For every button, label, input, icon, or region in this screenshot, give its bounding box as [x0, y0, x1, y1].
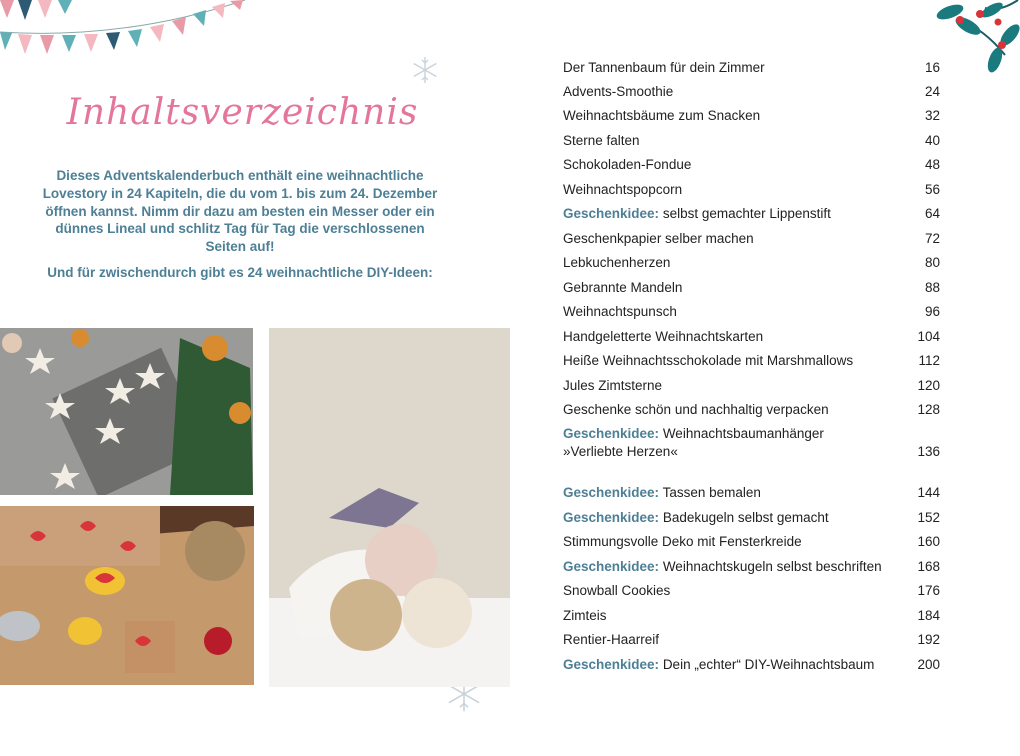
toc-entry — [563, 83, 940, 101]
toc-entry-text: Weihnachtskugeln selbst beschriften — [662, 558, 882, 574]
toc-entry-title — [563, 582, 670, 600]
toc-entry — [563, 656, 940, 674]
toc-entry-text: Snowball Cookies — [563, 583, 671, 598]
toc-entry — [563, 484, 940, 502]
toc-entry-title — [563, 484, 761, 502]
toc-entry — [563, 279, 940, 297]
toc-page-number: 96 — [924, 304, 940, 319]
toc-page-number: 104 — [917, 328, 940, 344]
toc-entry-text: selbst gemachter Lippenstift — [662, 206, 831, 221]
toc-page-number: 32 — [924, 108, 940, 123]
toc-page-number: 64 — [924, 206, 940, 221]
toc-entry — [563, 558, 940, 576]
toc-entry-prefix: Geschenkidee: — [563, 656, 660, 672]
toc-entry-title — [563, 156, 691, 174]
toc-page-number: 168 — [917, 558, 940, 574]
toc-entry-text: Tassen bemalen — [662, 485, 761, 500]
toc-entry-title — [563, 83, 673, 101]
toc-entry — [563, 107, 940, 125]
toc-entry-prefix: Geschenkidee: — [563, 426, 660, 441]
toc-entry-title — [563, 401, 829, 419]
toc-entry-prefix: Geschenkidee: — [563, 485, 660, 500]
photo-bath-bombs — [269, 328, 510, 687]
toc-page-number: 48 — [924, 157, 940, 172]
toc-entry-title — [563, 254, 670, 272]
intro-paragraph: Dieses Adventskalenderbuch enthält eine weihnachtliche Lovestory in 24 Kapiteln, die du vom 1. bis zum 24. Dezember öffnen kannst. Nimm dir dazu am besten ein Messer oder ein dünnes Lineal und schlitz Tag für Tag die verschlossenen Seiten auf! — [42, 168, 438, 255]
toc-page-number: 80 — [924, 255, 940, 270]
toc-page-number: 128 — [917, 402, 940, 417]
toc-page-number: 176 — [917, 583, 940, 598]
toc-entry — [563, 156, 940, 174]
page-title: Inhaltsverzeichnis — [66, 92, 419, 133]
toc-page-number: 192 — [917, 632, 940, 647]
photo-cinnamon-star-cookies — [0, 328, 253, 495]
toc-entry-title — [563, 656, 874, 674]
bunting-garland — [0, 0, 250, 60]
toc-entry-title — [563, 425, 824, 461]
toc-entry-text: Handgeletterte Weihnachtskarten — [563, 328, 764, 344]
toc-entry-text: Lebkuchenherzen — [563, 255, 671, 270]
toc-entry-title — [563, 377, 662, 395]
toc-entry — [563, 401, 940, 419]
toc-entry-text: Geschenkpapier selber machen — [563, 230, 754, 246]
toc-entry-text: Weihnachtsbaumanhänger — [662, 426, 824, 441]
toc-page-number: 152 — [917, 509, 940, 525]
snowflake-icon — [410, 55, 440, 85]
toc-entry-text-line2: »Verliebte Herzen« — [563, 444, 678, 459]
toc-entry-text: Rentier-Haarreif — [563, 632, 660, 647]
intro-text-block — [40, 167, 440, 282]
toc-entry-text: Badekugeln selbst gemacht — [662, 509, 829, 525]
toc-entry — [563, 607, 940, 625]
toc-entry — [563, 631, 940, 649]
toc-entry-text: Heiße Weihnachtsschokolade mit Marshmallows — [563, 353, 854, 368]
toc-entry — [563, 582, 940, 600]
holly-branch-icon — [930, 0, 1020, 80]
toc-entry-title — [563, 509, 829, 527]
toc-page-number: 120 — [917, 377, 940, 393]
toc-page-number: 112 — [918, 353, 940, 368]
toc-entry-text: Jules Zimtsterne — [563, 377, 663, 393]
toc-entry — [563, 205, 940, 223]
toc-entry-title — [563, 107, 760, 125]
toc-page-number: 136 — [917, 444, 940, 459]
toc-entry — [563, 509, 940, 527]
toc-entry-text: Advents-Smoothie — [563, 83, 674, 99]
toc-entry — [563, 181, 940, 199]
toc-entry — [563, 132, 940, 150]
toc-entry-title — [563, 352, 853, 370]
toc-entry-title — [563, 279, 682, 297]
toc-entry-text: Stimmungsvolle Deko mit Fensterkreide — [563, 534, 802, 549]
toc-entry — [563, 352, 940, 370]
toc-list — [563, 59, 940, 674]
toc-entry-title — [563, 558, 882, 576]
toc-entry — [563, 254, 940, 272]
toc-page-number: 144 — [917, 485, 940, 500]
toc-entry-text: Weihnachtspunsch — [563, 304, 677, 319]
toc-page-number: 40 — [924, 132, 940, 148]
toc-entry — [563, 533, 940, 551]
toc-page-number: 16 — [924, 60, 940, 75]
toc-entry-title — [563, 303, 677, 321]
toc-entry-text: Gebrannte Mandeln — [563, 279, 683, 295]
toc-entry-prefix: Geschenkidee: — [563, 206, 660, 221]
toc-page-number: 56 — [924, 181, 940, 197]
toc-entry — [563, 303, 940, 321]
toc-page-number: 88 — [924, 279, 940, 295]
toc-page-number: 200 — [917, 656, 940, 672]
toc-entry — [563, 377, 940, 395]
toc-entry-text: Sterne falten — [563, 132, 640, 148]
toc-entry-title — [563, 607, 607, 625]
toc-entry-title — [563, 132, 640, 150]
diy-intro-line: Und für zwischendurch gibt es 24 weihnachtliche DIY-Ideen: — [47, 264, 433, 280]
toc-entry-text: Weihnachtsbäume zum Snacken — [563, 108, 761, 123]
toc-entry-title — [563, 59, 765, 77]
toc-entry-prefix: Geschenkidee: — [563, 509, 660, 525]
toc-entry-text: Schokoladen-Fondue — [563, 157, 692, 172]
toc-entry-prefix: Geschenkidee: — [563, 558, 660, 574]
toc-entry-title — [563, 230, 754, 248]
photo-gift-wrap-hearts — [0, 506, 254, 685]
toc-entry-title — [563, 533, 802, 551]
toc-page-number: 160 — [917, 534, 940, 549]
toc-entry-title — [563, 205, 831, 223]
toc-page-number: 184 — [917, 607, 940, 623]
toc-entry-text: Weihnachtspopcorn — [563, 181, 683, 197]
toc-entry-title — [563, 631, 659, 649]
toc-entry-text: Geschenke schön und nachhaltig verpacken — [563, 402, 829, 417]
toc-entry-title — [563, 181, 682, 199]
toc-entry-text: Dein „echter“ DIY-Weihnachtsbaum — [662, 656, 875, 672]
toc-entry — [563, 230, 940, 248]
toc-entry-title — [563, 328, 763, 346]
toc-page-number: 72 — [924, 230, 940, 246]
toc-page-number: 24 — [924, 83, 940, 99]
toc-entry-text: Der Tannenbaum für dein Zimmer — [563, 60, 765, 75]
toc-entry-text: Zimteis — [563, 607, 607, 623]
toc-entry — [563, 328, 940, 346]
toc-entry — [563, 59, 940, 77]
toc-entry — [563, 425, 940, 461]
